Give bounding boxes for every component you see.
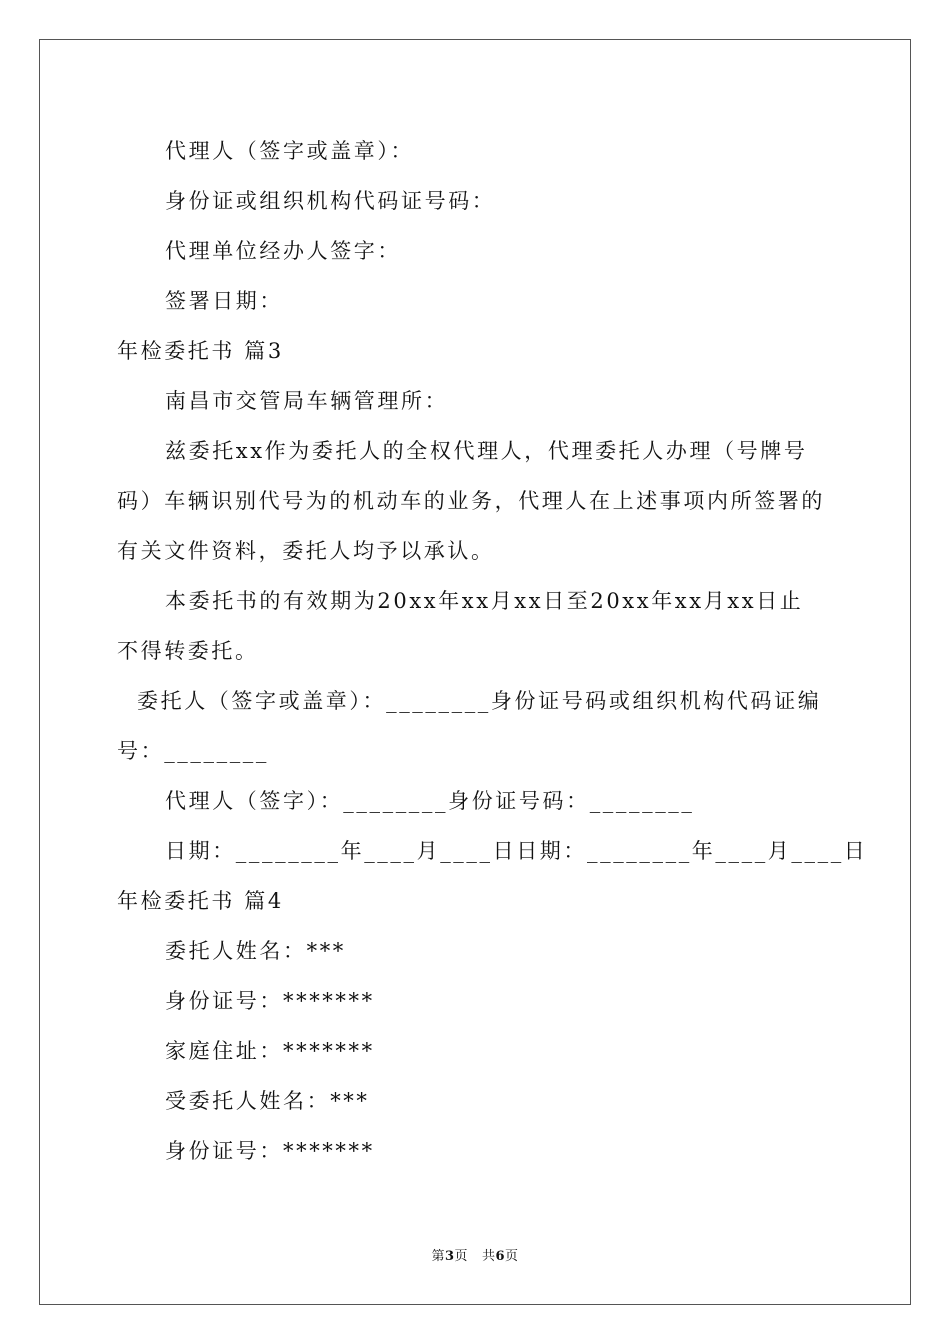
page-footer (0, 1248, 950, 1266)
total-suffix: 页 (505, 1249, 519, 1264)
date-line: 日期：________年____月____日日期：________年____月____日 (165, 839, 868, 863)
id-number-line: 身份证号：******* (165, 989, 375, 1013)
principal-signature-line: 委托人（签字或盖章）：________身份证号码或组织机构代码证编 (137, 689, 822, 713)
principal-name-line: 委托人姓名：*** (165, 939, 346, 963)
paragraph-1-line-3: 有关文件资料，委托人均予以承认。 (117, 539, 495, 563)
agent-handler-signature-line: 代理单位经办人签字： (165, 239, 401, 263)
paragraph-2-line-1: 本委托书的有效期为20xx年xx月xx日至20xx年xx月xx日止 (165, 589, 804, 613)
current-page-number: 3 (444, 1249, 455, 1264)
signing-date-line: 签署日期： (165, 289, 283, 313)
page-frame (39, 39, 911, 1305)
section-heading-3: 年检委托书 篇3 (117, 339, 284, 363)
page-prefix: 第 (431, 1249, 445, 1264)
agent-id-number-line: 身份证号：******* (165, 1139, 375, 1163)
principal-signature-line-cont: 号：________ (117, 739, 269, 763)
page-suffix: 页 (454, 1249, 469, 1264)
id-or-org-code-line: 身份证或组织机构代码证号码： (165, 189, 496, 213)
paragraph-1-line-1: 兹委托xx作为委托人的全权代理人，代理委托人办理（号牌号 (165, 439, 808, 463)
total-prefix: 共 (481, 1249, 496, 1264)
paragraph-1-line-2: 码）车辆识别代号为的机动车的业务，代理人在上述事项内所签署的 (117, 489, 825, 513)
agent-name-line: 受委托人姓名：*** (165, 1089, 370, 1113)
home-address-line: 家庭住址：******* (165, 1039, 375, 1063)
agent-id-line: 代理人（签字）：________身份证号码：________ (165, 789, 695, 813)
addressee-line: 南昌市交管局车辆管理所： (165, 389, 449, 413)
agent-signature-line: 代理人（签字或盖章）： (165, 139, 415, 163)
section-heading-4: 年检委托书 篇4 (117, 889, 284, 913)
paragraph-2-line-2: 不得转委托。 (117, 639, 259, 663)
total-pages-number: 6 (495, 1249, 506, 1264)
